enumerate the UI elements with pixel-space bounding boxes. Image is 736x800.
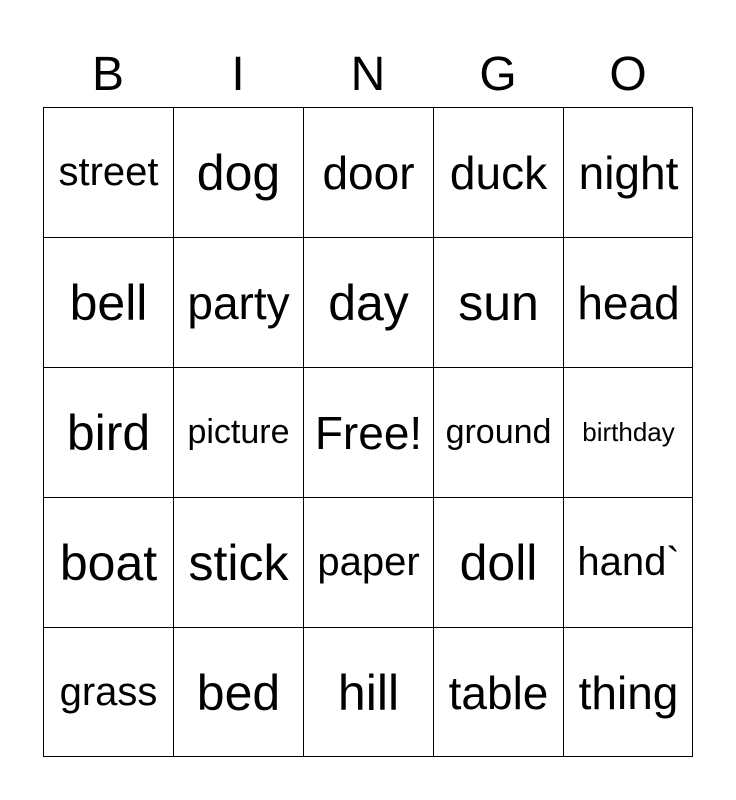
bingo-cell-r1-c4[interactable]: duck [433,107,563,237]
header-letter-g: G [479,48,517,101]
bingo-cell-r2-c1[interactable]: bell [43,237,173,367]
header-letter-b: B [91,48,124,101]
bingo-cell-r1-c5[interactable]: night [563,107,693,237]
bingo-cell-r5-c4[interactable]: table [433,627,563,757]
bingo-cell-r3-c4[interactable]: ground [433,367,563,497]
bingo-cell-r5-c1[interactable]: grass [43,627,173,757]
bingo-cell-r4-c3[interactable]: paper [303,497,433,627]
header-letter-o: O [609,48,647,101]
bingo-cell-r4-c1[interactable]: boat [43,497,173,627]
bingo-cell-r2-c3[interactable]: day [303,237,433,367]
bingo-cell-r1-c2[interactable]: dog [173,107,303,237]
bingo-cell-r2-c2[interactable]: party [173,237,303,367]
bingo-cell-r1-c3[interactable]: door [303,107,433,237]
bingo-cell-r4-c4[interactable]: doll [433,497,563,627]
bingo-header [43,45,693,105]
bingo-cell-r4-c5[interactable]: hand` [563,497,693,627]
bingo-cell-r4-c2[interactable]: stick [173,497,303,627]
bingo-cell-r2-c5[interactable]: head [563,237,693,367]
bingo-cell-r2-c4[interactable]: sun [433,237,563,367]
bingo-cell-r1-c1[interactable]: street [43,107,173,237]
bingo-cell-r3-c1[interactable]: bird [43,367,173,497]
header-letter-i: I [231,48,245,101]
bingo-cell-r5-c3[interactable]: hill [303,627,433,757]
header-letter-n: N [350,48,386,101]
bingo-cell-r5-c5[interactable]: thing [563,627,693,757]
bingo-cell-r3-c5[interactable]: birthday [563,367,693,497]
bingo-cell-r3-c2[interactable]: picture [173,367,303,497]
bingo-cell-r3-c3-free-space[interactable]: Free! [303,367,433,497]
bingo-cell-r5-c2[interactable]: bed [173,627,303,757]
bingo-board [43,107,693,757]
